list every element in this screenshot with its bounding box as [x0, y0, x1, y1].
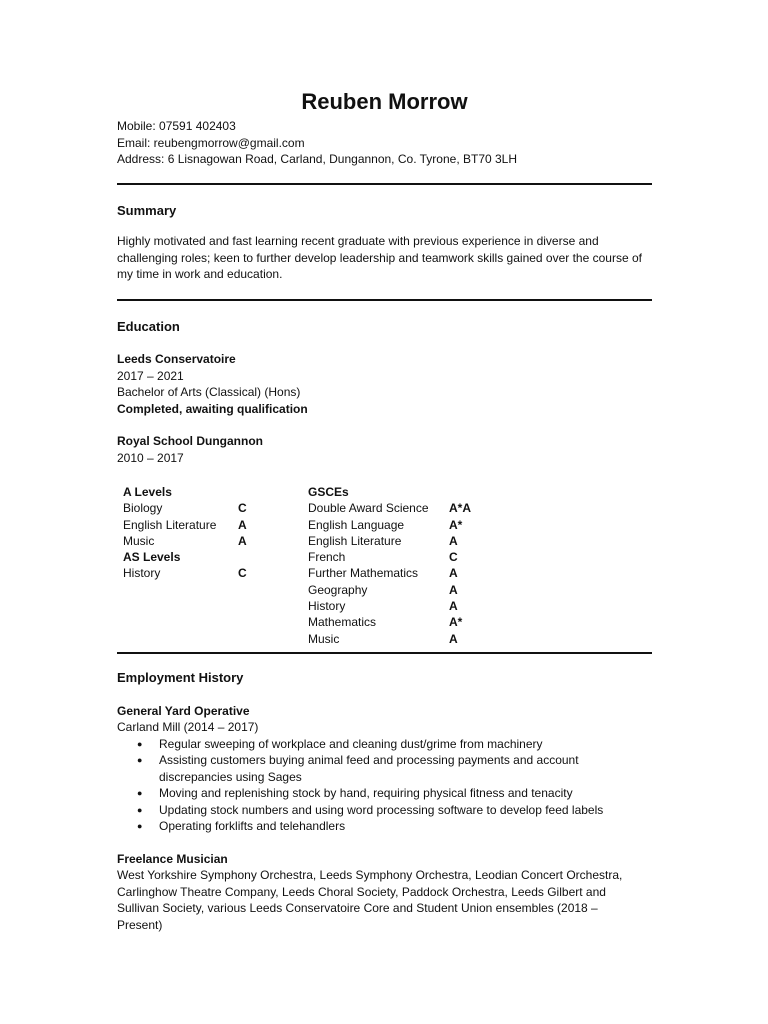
grade-row — [308, 631, 508, 647]
grades-table — [117, 484, 652, 652]
grade: A*A — [449, 501, 472, 516]
subject: English Literature — [123, 517, 217, 532]
divider — [117, 299, 652, 301]
grade: A — [238, 533, 247, 548]
grade-row — [308, 614, 508, 630]
job-title: Freelance Musician — [117, 851, 228, 866]
grade-row — [308, 565, 508, 581]
grade: A — [449, 566, 458, 581]
job-duties-list — [117, 736, 652, 835]
grade-row — [308, 549, 508, 565]
grade: A* — [449, 517, 463, 532]
university-name: Leeds Conservatoire — [117, 352, 236, 366]
gcse-heading: GSCEs — [308, 485, 349, 499]
university-years: 2017 – 2021 — [117, 368, 184, 383]
a-levels-heading: A Levels — [123, 485, 172, 499]
list-item: ● Assisting customers buying animal feed and processing payments and account discrepancies using Sages — [117, 752, 652, 785]
subject: French — [308, 550, 346, 565]
grade-row — [123, 500, 293, 516]
school-years: 2010 – 2017 — [117, 450, 184, 465]
grade: A — [449, 631, 458, 646]
grade-row — [308, 598, 508, 614]
job-title: General Yard Operative — [117, 703, 250, 718]
subject: Music — [308, 631, 340, 646]
cv-name: Reuben Morrow — [301, 89, 468, 114]
grade-row — [123, 533, 293, 549]
grade-row — [308, 500, 508, 516]
list-item: ● Updating stock numbers and using word processing software to develop feed labels — [117, 802, 652, 819]
job-employer: Carland Mill (2014 – 2017) — [117, 720, 259, 734]
grade: A — [449, 582, 458, 597]
list-item: ● Moving and replenishing stock by hand, requiring physical fitness and tenacity — [117, 785, 652, 802]
gcse-column — [308, 484, 508, 647]
grade: A — [449, 599, 458, 614]
contact-mobile: Mobile: 07591 402403 — [117, 119, 236, 133]
subject: English Literature — [308, 533, 402, 548]
summary-text: Highly motivated and fast learning recent graduate with previous experience in diverse and challenging roles; keen to further develop leadership and teamwork skills gained over the course of my time in work and education. — [117, 234, 642, 281]
grade: A — [449, 533, 458, 548]
list-item: ● Operating forklifts and telehandlers — [117, 818, 652, 835]
subject: Further Mathematics — [308, 566, 419, 581]
cv-page — [117, 88, 652, 933]
job-description: West Yorkshire Symphony Orchestra, Leeds Symphony Orchestra, Leodian Concert Orchestra, Carlinghow Theatre Company, Leeds Choral Society, Paddock Orchestra, Leeds Gilbert and Sullivan Society, various Leeds Conservatoire Core and Student Union ensembles (2018 – Present) — [117, 868, 623, 932]
university-status: Completed, awaiting qualification — [117, 401, 308, 416]
grade: C — [238, 501, 247, 516]
grade: A* — [449, 615, 463, 630]
subject: Biology — [123, 501, 163, 516]
summary-heading: Summary — [117, 202, 177, 218]
grade: C — [238, 566, 247, 581]
subject: History — [123, 566, 161, 581]
grade-row — [123, 517, 293, 533]
grade: A — [238, 517, 247, 532]
grade-row — [308, 533, 508, 549]
grade-row — [123, 565, 293, 581]
as-levels-heading: AS Levels — [123, 550, 181, 565]
grade: C — [449, 550, 458, 565]
divider — [117, 183, 652, 185]
contact-address: Address: 6 Lisnagowan Road, Carland, Dungannon, Co. Tyrone, BT70 3LH — [117, 152, 518, 166]
subject: Geography — [308, 582, 368, 597]
employment-heading: Employment History — [117, 670, 244, 685]
grade-row — [308, 517, 508, 533]
a-levels-column — [123, 484, 293, 582]
subject: History — [308, 599, 346, 614]
divider — [117, 652, 652, 654]
school-name: Royal School Dungannon — [117, 434, 263, 448]
subject: English Language — [308, 517, 405, 532]
subject: Music — [123, 533, 155, 548]
subject: Mathematics — [308, 615, 377, 630]
education-heading: Education — [117, 318, 180, 334]
list-item: ● Regular sweeping of workplace and cleaning dust/grime from machinery — [117, 736, 652, 753]
subject: Double Award Science — [308, 501, 429, 516]
grade-row — [308, 582, 508, 598]
university-degree: Bachelor of Arts (Classical) (Hons) — [117, 385, 301, 399]
contact-email: Email: reubengmorrow@gmail.com — [117, 135, 305, 150]
